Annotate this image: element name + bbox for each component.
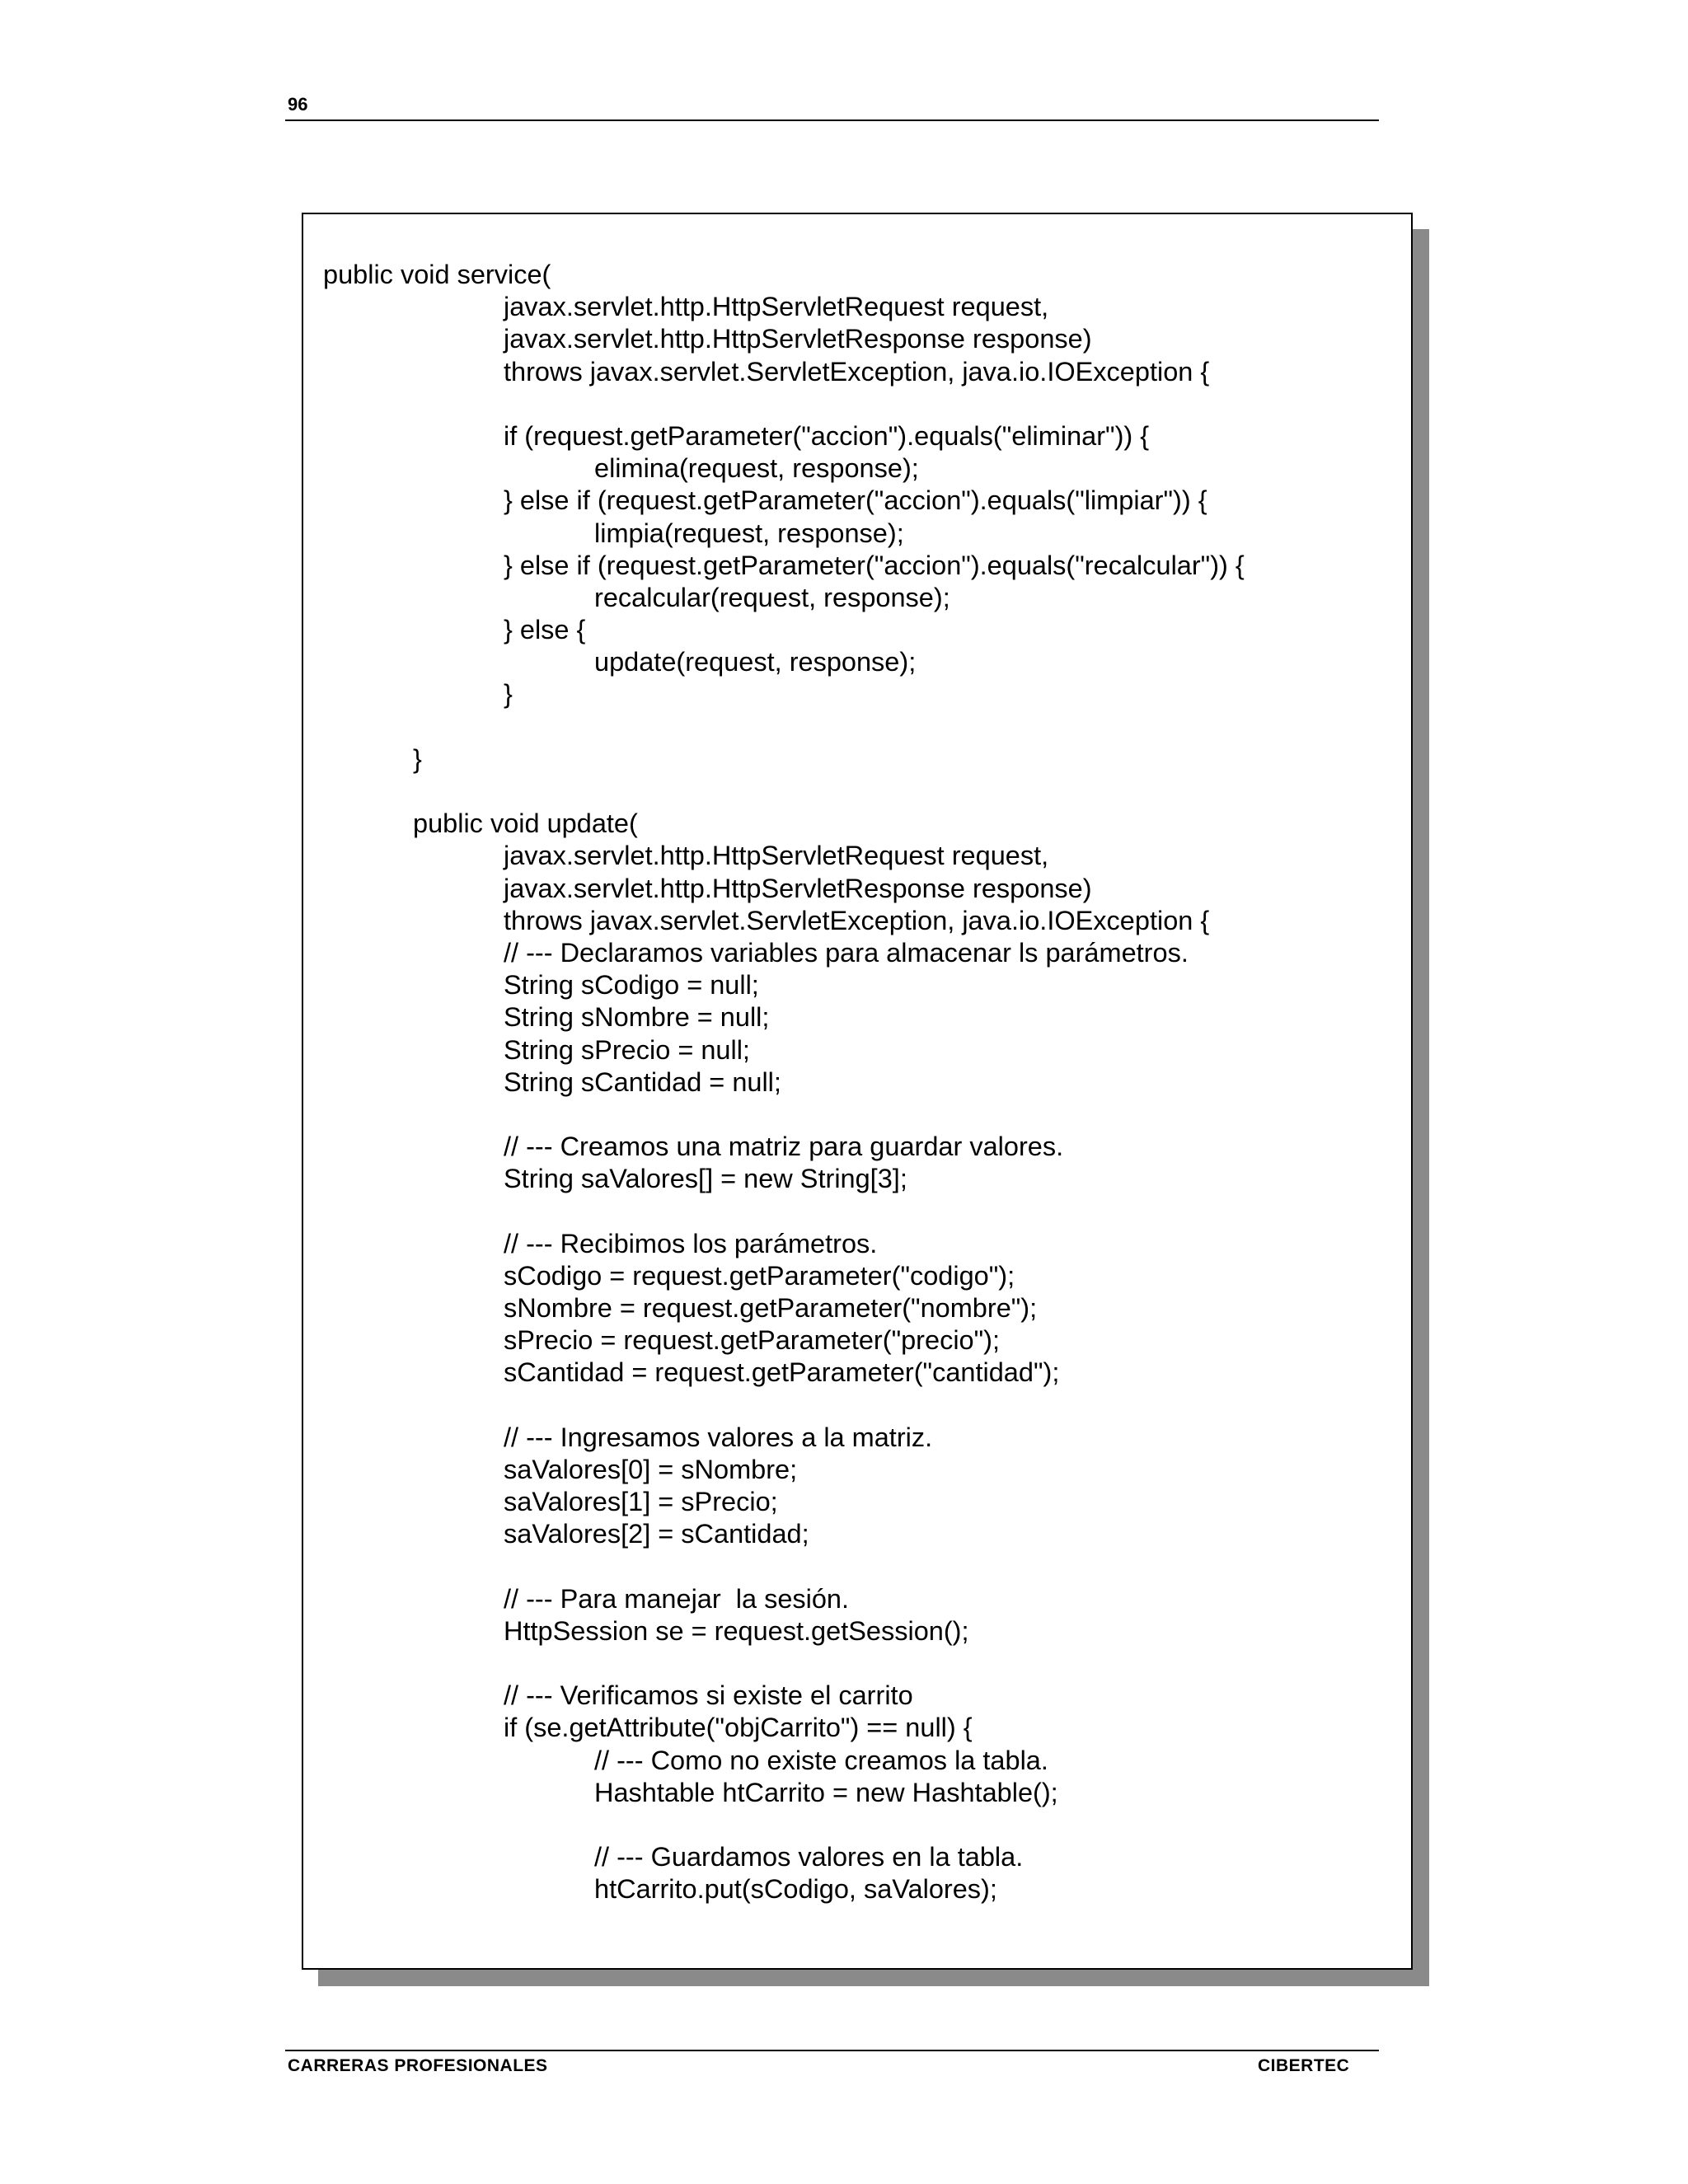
footer-rule bbox=[285, 2050, 1379, 2051]
code-line: String saValores[] = new String[3]; bbox=[504, 1164, 907, 1194]
code-line: } else if (request.getParameter("accion").equals("limpiar")) { bbox=[504, 485, 1207, 516]
code-line: update(request, response); bbox=[594, 647, 917, 677]
page-number: 96 bbox=[288, 94, 308, 115]
code-line: HttpSession se = request.getSession(); bbox=[504, 1615, 969, 1646]
code-line: // --- Guardamos valores en la tabla. bbox=[594, 1842, 1024, 1872]
header-rule bbox=[285, 120, 1379, 121]
code-line bbox=[323, 1099, 1403, 1131]
code-line: limpia(request, response); bbox=[594, 518, 904, 548]
code-line: sNombre = request.getParameter("nombre"); bbox=[504, 1293, 1038, 1323]
code-line: // --- Como no existe creamos la tabla. bbox=[594, 1745, 1048, 1775]
code-line: sCodigo = request.getParameter("codigo"); bbox=[504, 1260, 1015, 1291]
code-box bbox=[302, 213, 1413, 1970]
code-line: saValores[0] = sNombre; bbox=[504, 1454, 798, 1484]
code-line: String sCodigo = null; bbox=[504, 970, 759, 1001]
code-line: // --- Verificamos si existe el carrito bbox=[504, 1680, 913, 1711]
code-line: // --- Creamos una matriz para guardar valores. bbox=[504, 1132, 1064, 1162]
code-line: saValores[1] = sPrecio; bbox=[504, 1487, 778, 1517]
code-line: // --- Para manejar la sesión. bbox=[504, 1583, 850, 1614]
code-line: elimina(request, response); bbox=[594, 453, 919, 484]
code-line: throws javax.servlet.ServletException, java.io.IOException { bbox=[504, 905, 1210, 935]
code-line: String sPrecio = null; bbox=[504, 1034, 750, 1065]
code-line bbox=[323, 711, 1403, 743]
code-line: if (request.getParameter("accion").equals("eliminar")) { bbox=[504, 420, 1150, 451]
code-line: javax.servlet.http.HttpServletResponse response) bbox=[504, 873, 1092, 903]
code-line bbox=[323, 1551, 1403, 1583]
code-line: public void update( bbox=[413, 808, 638, 839]
code-line: } else { bbox=[504, 615, 586, 645]
code-line: Hashtable htCarrito = new Hashtable(); bbox=[594, 1777, 1058, 1807]
code-line bbox=[323, 1390, 1403, 1422]
code-line: javax.servlet.http.HttpServletRequest request, bbox=[504, 841, 1049, 871]
code-line: // --- Ingresamos valores a la matriz. bbox=[504, 1422, 933, 1452]
code-line: sCantidad = request.getParameter("cantidad"); bbox=[504, 1357, 1060, 1388]
code-line: javax.servlet.http.HttpServletResponse response) bbox=[504, 324, 1092, 354]
code-line: recalcular(request, response); bbox=[594, 582, 950, 612]
code-line: } else if (request.getParameter("accion").equals("recalcular")) { bbox=[504, 550, 1245, 580]
code-line: String sNombre = null; bbox=[504, 1002, 770, 1033]
code-line: // --- Declaramos variables para almacenar ls parámetros. bbox=[504, 937, 1189, 968]
code-line: if (se.getAttribute("objCarrito") == null) { bbox=[504, 1713, 973, 1743]
code-line bbox=[323, 1195, 1403, 1227]
code-line: javax.servlet.http.HttpServletRequest request, bbox=[504, 292, 1049, 322]
code-line: public void service( bbox=[323, 260, 551, 289]
code-line: throws javax.servlet.ServletException, java.io.IOException { bbox=[504, 356, 1210, 387]
code-listing bbox=[323, 259, 1403, 1906]
code-line bbox=[323, 388, 1403, 420]
code-line: // --- Recibimos los parámetros. bbox=[504, 1228, 878, 1258]
code-line: } bbox=[504, 679, 513, 710]
footer-brand-label: CIBERTEC bbox=[1258, 2056, 1350, 2075]
code-line bbox=[323, 1647, 1403, 1680]
code-line: htCarrito.put(sCodigo, saValores); bbox=[594, 1874, 997, 1905]
code-line: } bbox=[413, 743, 422, 774]
code-line bbox=[323, 776, 1403, 808]
code-line: String sCantidad = null; bbox=[504, 1066, 781, 1097]
code-line: sPrecio = request.getParameter("precio"); bbox=[504, 1325, 1001, 1356]
code-line: saValores[2] = sCantidad; bbox=[504, 1519, 809, 1549]
footer-institution-label: CARRERAS PROFESIONALES bbox=[288, 2056, 548, 2075]
code-line bbox=[323, 1809, 1403, 1841]
